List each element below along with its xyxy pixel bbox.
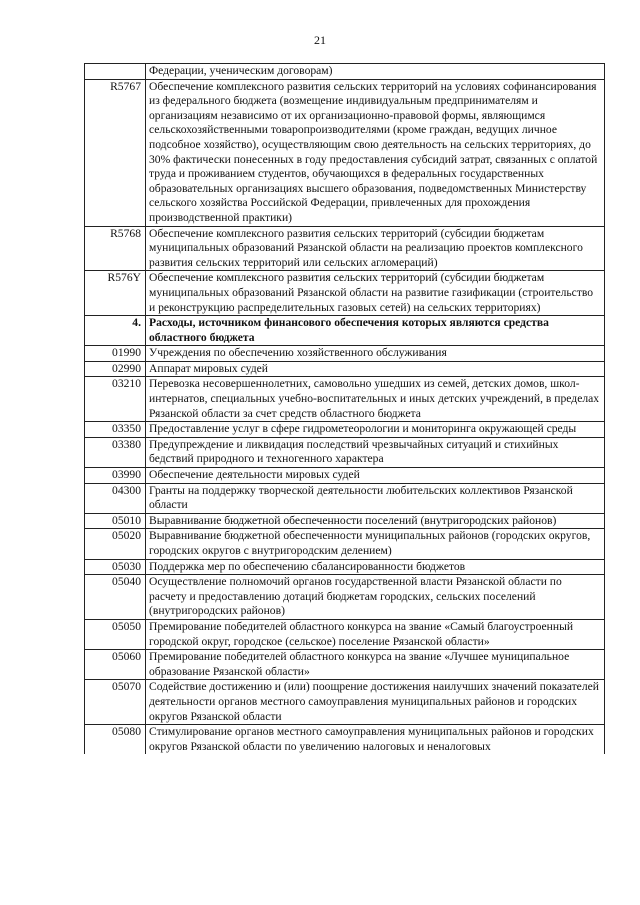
budget-codes-table	[84, 63, 605, 754]
table-row	[85, 422, 605, 438]
description-cell: Обеспечение деятельности мировых судей	[146, 468, 605, 484]
description-cell: Предоставление услуг в сфере гидрометеорологии и мониторинга окружающей среды	[146, 422, 605, 438]
table-row	[85, 226, 605, 271]
code-cell: 02990	[85, 361, 146, 377]
code-cell: 04300	[85, 483, 146, 513]
table-row	[85, 361, 605, 377]
table-row	[85, 468, 605, 484]
description-cell: Премирование победителей областного конкурса на звание «Лучшее муниципальное образование Рязанской области»	[146, 650, 605, 680]
code-cell: 05010	[85, 513, 146, 529]
table-row	[85, 271, 605, 316]
description-cell: Обеспечение комплексного развития сельских территорий (субсидии бюджетам муниципальных образований Рязанской области на развитие газификации (строительство и реконструкцию распределительных газовых сетей) на сельских территориях)	[146, 271, 605, 316]
code-cell: R576Y	[85, 271, 146, 316]
code-cell: 05050	[85, 619, 146, 649]
table-row	[85, 575, 605, 620]
code-cell: 05020	[85, 529, 146, 559]
table-row	[85, 559, 605, 575]
table-row	[85, 483, 605, 513]
table-row	[85, 79, 605, 226]
table-row	[85, 725, 605, 755]
description-cell: Обеспечение комплексного развития сельских территорий на условиях софинансирования из федерального бюджета (возмещение индивидуальным предпринимателям и организациям независимо от их организационно-правовой формы, являющимся сельскохозяйственными товаропроизводителями (кроме граждан, ведущих личное подсобное хозяйство), осуществляющим свою деятельность на сельских территориях, до 30% фактически понесенных в году предоставления субсидий затрат, связанных с оплатой труда и проживанием студентов, обучающихся в федеральных государственных образовательных организациях высшего образования, подведомственных Министерству сельского хозяйства Российской Федерации, привлеченных для прохождения производственной практики)	[146, 79, 605, 226]
description-cell: Стимулирование органов местного самоуправления муниципальных районов и городских округов Рязанской области по увеличению налоговых и неналоговых	[146, 725, 605, 755]
code-cell: 03380	[85, 437, 146, 467]
code-cell: 4.	[85, 316, 146, 346]
description-cell: Гранты на поддержку творческой деятельности любительских коллективов Рязанской области	[146, 483, 605, 513]
description-cell: Учреждения по обеспечению хозяйственного обслуживания	[146, 346, 605, 362]
description-cell: Аппарат мировых судей	[146, 361, 605, 377]
code-cell: 05080	[85, 725, 146, 755]
code-cell: R5767	[85, 79, 146, 226]
table-row	[85, 437, 605, 467]
description-cell: Выравнивание бюджетной обеспеченности поселений (внутригородских районов)	[146, 513, 605, 529]
description-cell: Поддержка мер по обеспечению сбалансированности бюджетов	[146, 559, 605, 575]
code-cell: R5768	[85, 226, 146, 271]
description-cell: Расходы, источником финансового обеспечения которых являются средства областного бюджета	[146, 316, 605, 346]
page-number: 21	[314, 33, 326, 47]
description-cell: Федерации, ученическим договорам)	[146, 64, 605, 80]
code-cell: 05040	[85, 575, 146, 620]
table-row	[85, 513, 605, 529]
table-row	[85, 346, 605, 362]
code-cell: 05030	[85, 559, 146, 575]
code-cell: 01990	[85, 346, 146, 362]
code-cell: 05060	[85, 650, 146, 680]
description-cell: Премирование победителей областного конкурса на звание «Самый благоустроенный городской округ, городское (сельское) поселение Рязанской области»	[146, 619, 605, 649]
table-row	[85, 377, 605, 422]
table-row	[85, 619, 605, 649]
code-cell: 03350	[85, 422, 146, 438]
description-cell: Обеспечение комплексного развития сельских территорий (субсидии бюджетам муниципальных образований Рязанской области на реализацию проектов комплексного развития сельских территорий или сельских агломераций)	[146, 226, 605, 271]
code-cell	[85, 64, 146, 80]
code-cell: 03210	[85, 377, 146, 422]
description-cell: Перевозка несовершеннолетних, самовольно ушедших из семей, детских домов, школ-интернатов, специальных учебно-воспитательных и иных детских учреждений, в пределах Рязанской области за счет средств областного бюджета	[146, 377, 605, 422]
description-cell: Осуществление полномочий органов государственной власти Рязанской области по расчету и предоставлению дотаций бюджетам городских, сельских поселений (внутригородских районов)	[146, 575, 605, 620]
description-cell: Предупреждение и ликвидация последствий чрезвычайных ситуаций и стихийных бедствий природного и техногенного характера	[146, 437, 605, 467]
table-row	[85, 64, 605, 80]
description-cell: Выравнивание бюджетной обеспеченности муниципальных районов (городских округов, городских округов с внутригородским делением)	[146, 529, 605, 559]
table-row	[85, 650, 605, 680]
description-cell: Содействие достижению и (или) поощрение достижения наилучших значений показателей деятельности органов местного самоуправления муниципальных районов и городских округов Рязанской области	[146, 680, 605, 725]
section-heading-row	[85, 316, 605, 346]
code-cell: 05070	[85, 680, 146, 725]
table-row	[85, 529, 605, 559]
table-row	[85, 680, 605, 725]
table-body	[85, 64, 605, 755]
code-cell: 03990	[85, 468, 146, 484]
